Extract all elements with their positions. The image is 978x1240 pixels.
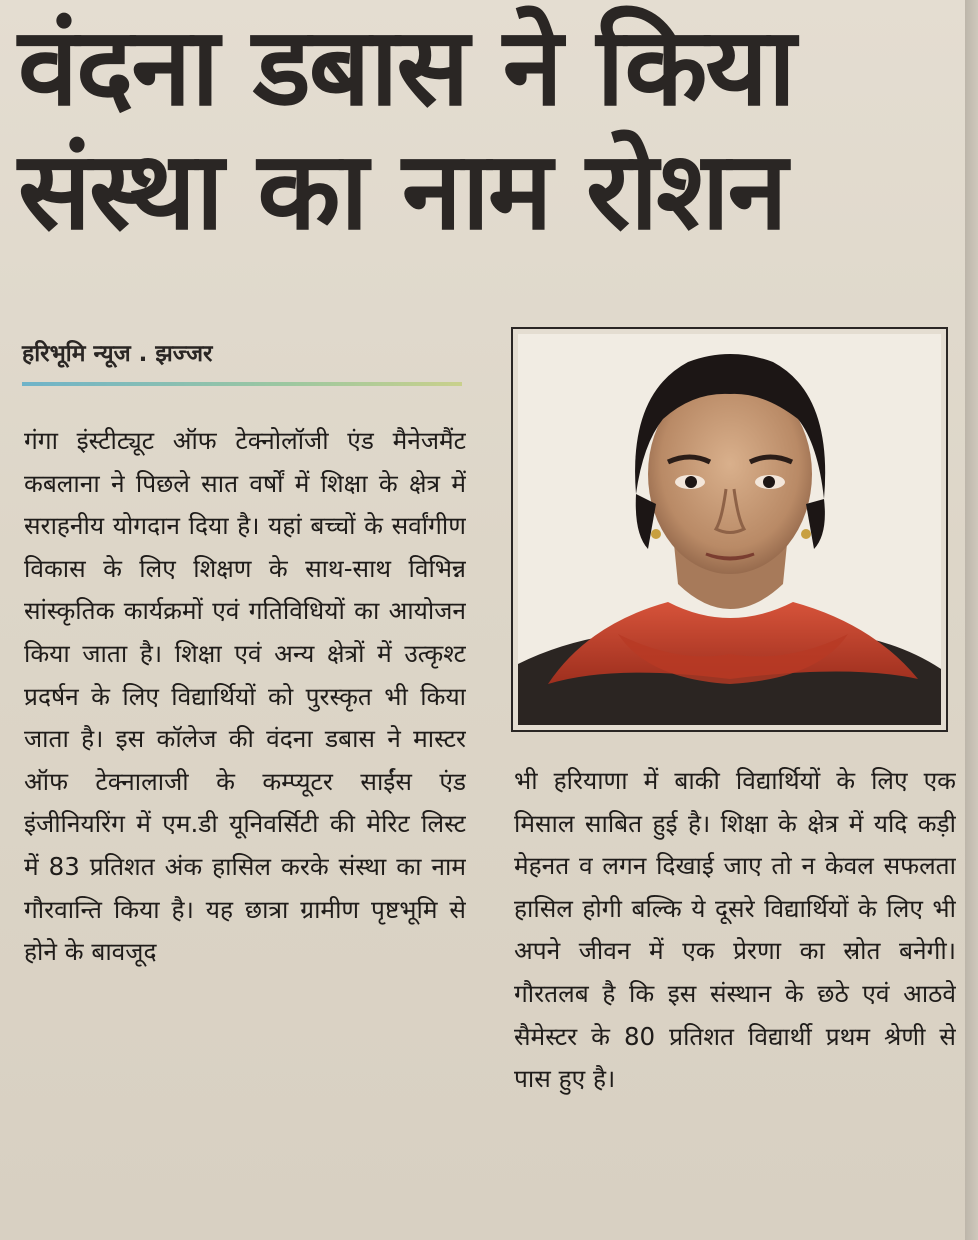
headline-line-1: वंदना डबास ने किया	[18, 5, 795, 130]
byline: हरिभूमि न्यूज . झज्जर	[22, 341, 213, 367]
article-body-left-column: गंगा इंस्टीट्यूट ऑफ टेक्नोलॉजी एंड मैनेजमैंट कबलाना ने पिछले सात वर्षों में शिक्षा के क्षेत्र में सराहनीय योगदान दिया है। यहां बच्चों के सर्वांगीण विकास के लिए शिक्षण के साथ-साथ विभिन्न सांस्कृतिक कार्यक्रमों एवं गतिविधियों का आयोजन किया जाता है। शिक्षा एवं अन्य क्षेत्रों में उत्कृश्ट प्रदर्षन के लिए विद्यार्थियों को पुरस्कृत भी किया जाता है। इस कॉलेज की वंदना डबास ने मास्टर ऑफ टेक्नालाजी के कम्प्यूटर साईंस एंड इंजीनियरिंग में एम.डी यूनिवर्सिटी की मेरिट लिस्ट में 83 प्रतिशत अंक हासिल करके संस्था का नाम गौरवान्ति किया है। यह छात्रा ग्रामीण पृष्टभूमि से होने के बावजूद	[24, 426, 466, 967]
headline-line-2: संस्था का नाम रोशन	[18, 129, 786, 254]
page-edge	[965, 0, 978, 1240]
photo-frame	[511, 327, 948, 732]
headline	[18, 6, 918, 254]
byline-rule	[22, 382, 462, 386]
article-body-right-column: भी हरियाणा में बाकी विद्यार्थियों के लिए एक मिसाल साबित हुई है। शिक्षा के क्षेत्र में यदि कड़ी मेहनत व लगन दिखाई जाए तो न केवल सफलता हासिल होगी बल्कि ये दूसरे विद्यार्थियों के लिए भी अपने जीवन में एक प्रेरणा का स्रोत बनेगी। गौरतलब है कि इस संस्थान के छठे एवं आठवे सैमेस्टर के 80 प्रतिशत विद्यार्थी प्रथम श्रेणी से पास हुए है।	[514, 766, 956, 1094]
portrait-photo	[518, 334, 941, 725]
